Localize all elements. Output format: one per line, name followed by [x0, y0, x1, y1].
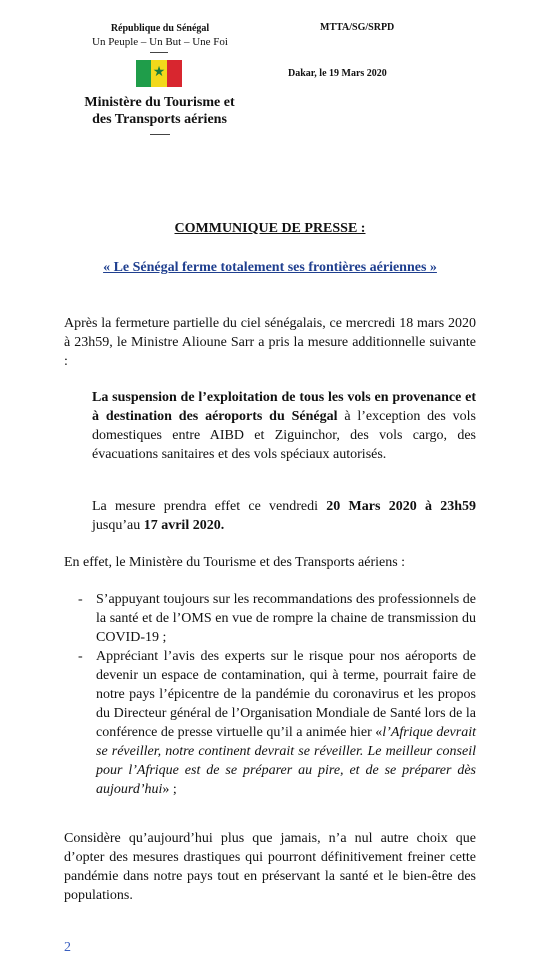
conclusion-paragraph: Considère qu’aujourd’hui plus que jamais, n’a nul autre choix que d’opter des mesures drastiques qui pourront définitivement freiner cette pandémie dans notre pays tout en préservant la santé et le bien-être des populations.	[64, 831, 476, 903]
bullet-2-text: Appréciant l’avis des experts sur le risque pour nos aéroports de devenir un espace de contamination, qui à terme, pourrait faire de notre pays l’épicentre de la pandémie du coronavirus et les propos du Directeur général de l’Organisation Mondiale de Santé lors de la conférence de presse virtuelle qu’il a animée hier «	[96, 649, 476, 740]
ministry-name	[72, 94, 247, 128]
reference-code: MTTA/SG/SRPD	[320, 22, 395, 33]
measure-rest: à l’exception des vols domestiques entre AIBD et Ziguinchor, des vols cargo, des évacuations sanitaires et des vols spéciaux autorisés.	[92, 409, 476, 462]
effect-middle: jusqu’au	[92, 518, 144, 533]
flag-green-band	[136, 60, 151, 87]
ministry-intro-paragraph: En effet, le Ministère du Tourisme et des Transports aériens :	[64, 555, 406, 570]
effect-prefix: La mesure prendra effet ce vendredi	[92, 499, 327, 514]
measure-bold: La suspension de l’exploitation de tous les vols en provenance et à destination des aéroports du Sénégal	[92, 390, 476, 424]
republic-header	[60, 22, 260, 49]
flag-yellow-band	[151, 60, 166, 87]
republic-name: République du Sénégal	[110, 23, 210, 34]
bullet-marker-2: -	[78, 649, 83, 664]
measure-paragraph	[92, 388, 476, 464]
bullet-item-1: S’appuyant toujours sur les recommandations des professionnels de la santé et de l’OMS en vue de rompre la chaine de transmission du COVID-19 ;	[96, 592, 476, 645]
national-motto: Un Peuple – Un But – Une Foi	[92, 36, 228, 48]
page-number: 2	[64, 940, 71, 955]
document-subtitle: « Le Sénégal ferme totalement ses frontières aériennes »	[103, 260, 437, 275]
flag-red-band	[167, 60, 182, 87]
document-date: Dakar, le 19 Mars 2020	[288, 68, 387, 79]
ministry-divider	[150, 134, 170, 135]
green-star-icon: ★	[152, 65, 166, 80]
bullet-item-2	[96, 647, 476, 799]
header-divider	[150, 52, 168, 53]
bullet-2-end: » ;	[162, 782, 177, 797]
effect-start-date: 20 Mars 2020 à 23h59	[326, 499, 476, 514]
effect-end-date: 17 avril 2020.	[143, 518, 225, 533]
intro-paragraph: Après la fermeture partielle du ciel sénégalais, ce mercredi 18 mars 2020 à 23h59, le Ministre Alioune Sarr a pris la mesure additionnelle suivante :	[64, 316, 476, 369]
ministry-line-1: Ministère du Tourisme et	[84, 95, 235, 110]
document-title: COMMUNIQUE DE PRESSE :	[174, 221, 366, 236]
senegal-flag	[136, 60, 182, 87]
effect-paragraph	[92, 497, 476, 535]
ministry-line-2: des Transports aériens	[92, 112, 227, 127]
bullet-marker-1: -	[78, 592, 83, 607]
who-quote: l’Afrique devrait se réveiller, notre continent devrait se réveiller. Le meilleur conseil pour l’Afrique est de se préparer au pire, et de se préparer dès aujourd’hui	[96, 725, 476, 797]
